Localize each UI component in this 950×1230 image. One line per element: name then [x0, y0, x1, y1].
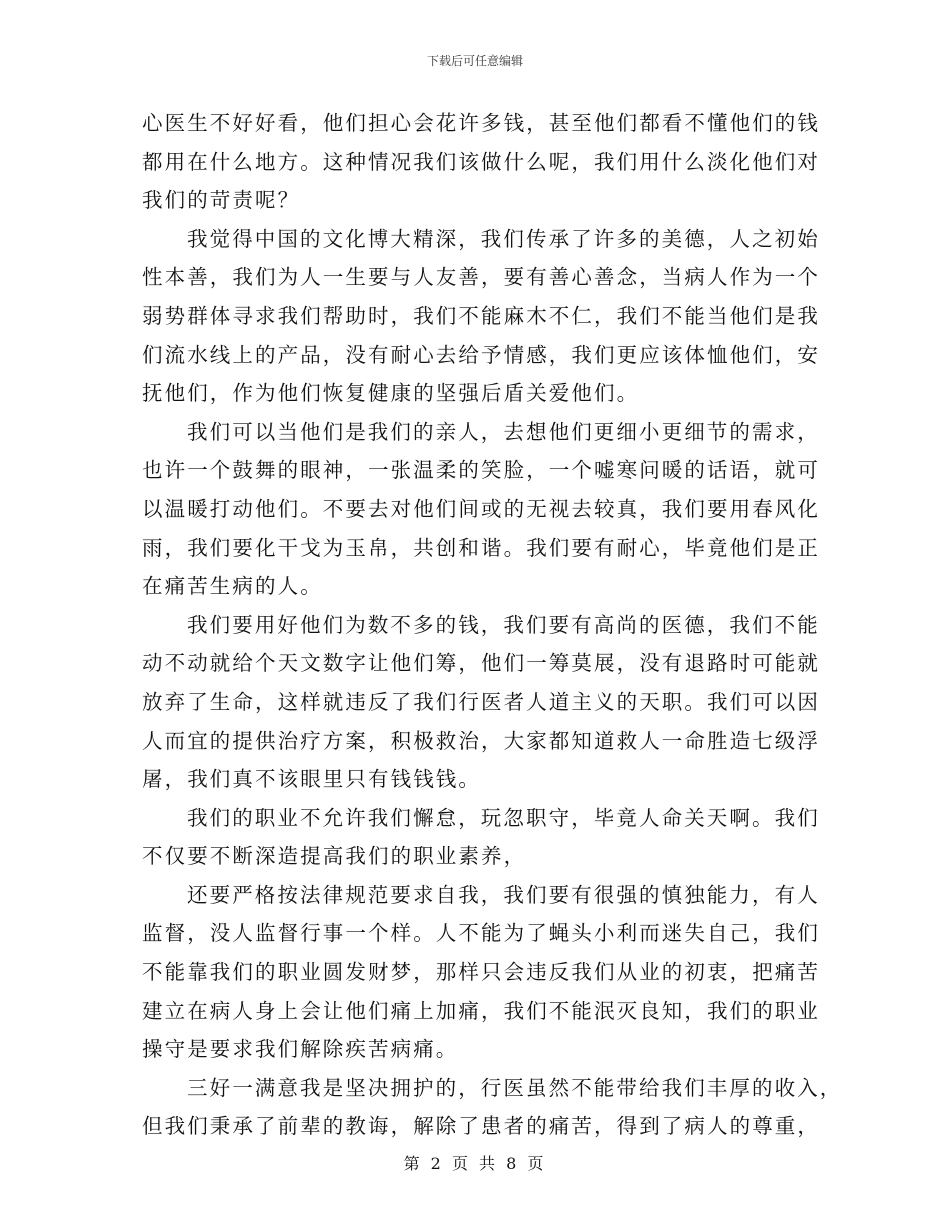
text-line: 雨，我们要化干戈为玉帛，共创和谐。我们要有耐心，毕竟他们是正 [142, 535, 820, 560]
text-line: 我们的苛责呢？ [142, 188, 301, 213]
paragraph [142, 606, 820, 799]
text-line: 们流水线上的产品，没有耐心去给予情感，我们更应该体恤他们，安 [142, 342, 820, 367]
paragraph [142, 1069, 843, 1146]
text-line: 也许一个鼓舞的眼神，一张温柔的笑脸，一个嘘寒问暖的话语，就可 [142, 458, 820, 483]
text-line: 动不动就给个天文数字让他们筹，他们一筹莫展，没有退路时可能就 [142, 651, 820, 676]
text-line: 弱势群体寻求我们帮助时，我们不能麻木不仁，我们不能当他们是我 [142, 303, 820, 328]
text-line: 我们的职业不允许我们懈怠，玩忽职守，毕竟人命关天啊。我们 [187, 805, 820, 830]
paragraph [142, 413, 820, 606]
text-line: 屠，我们真不该眼里只有钱钱钱。 [142, 767, 481, 792]
text-line: 不仅要不断深造提高我们的职业素养， [142, 844, 527, 869]
text-line: 监督，没人监督行事一个样。人不能为了蝇头小利而迷失自己，我们 [142, 921, 820, 946]
text-line: 建立在病人身上会让他们痛上加痛，我们不能泯灭良知，我们的职业 [142, 998, 820, 1023]
page-header-note: 下载后可任意编辑 [426, 54, 523, 68]
text-line: 放弃了生命，这样就违反了我们行医者人道主义的天职。我们可以因 [142, 689, 820, 714]
paragraph [142, 876, 820, 1069]
text-line: 操守是要求我们解除疾苦病痛。 [142, 1037, 459, 1062]
text-line: 我们可以当他们是我们的亲人，去想他们更细小更细节的需求， [187, 419, 820, 444]
text-line: 三好一满意我是坚决拥护的，行医虽然不能带给我们丰厚的收入， [187, 1075, 843, 1100]
paragraph [142, 220, 820, 413]
text-line: 我们要用好他们为数不多的钱，我们要有高尚的医德，我们不能 [187, 612, 820, 637]
text-line: 不能靠我们的职业圆发财梦，那样只会违反我们从业的初衷，把痛苦 [142, 960, 820, 985]
text-line: 都用在什么地方。这种情况我们该做什么呢，我们用什么淡化他们对 [142, 149, 820, 174]
text-line: 性本善，我们为人一生要与人友善，要有善心善念，当病人作为一个 [142, 265, 820, 290]
page-number-footer: 第 2 页 共 8 页 [403, 1154, 547, 1173]
text-line: 人而宜的提供治疗方案，积极救治，大家都知道救人一命胜造七级浮 [142, 728, 820, 753]
text-line: 还要严格按法律规范要求自我，我们要有很强的慎独能力，有人 [187, 882, 820, 907]
text-line: 我觉得中国的文化博大精深，我们传承了许多的美德，人之初始 [187, 226, 820, 251]
text-line: 但我们秉承了前辈的教诲，解除了患者的痛苦，得到了病人的尊重， [142, 1114, 820, 1139]
text-line: 心医生不好好看，他们担心会花许多钱，甚至他们都看不懂他们的钱 [142, 111, 820, 135]
text-line: 以温暖打动他们。不要去对他们间或的无视去较真，我们要用春风化 [142, 496, 820, 521]
text-line: 在痛苦生病的人。 [142, 574, 323, 599]
paragraph [142, 104, 820, 220]
text-line: 抚他们，作为他们恢复健康的坚强后盾关爱他们。 [142, 381, 640, 406]
paragraph [142, 799, 820, 876]
document-body [142, 104, 843, 1146]
